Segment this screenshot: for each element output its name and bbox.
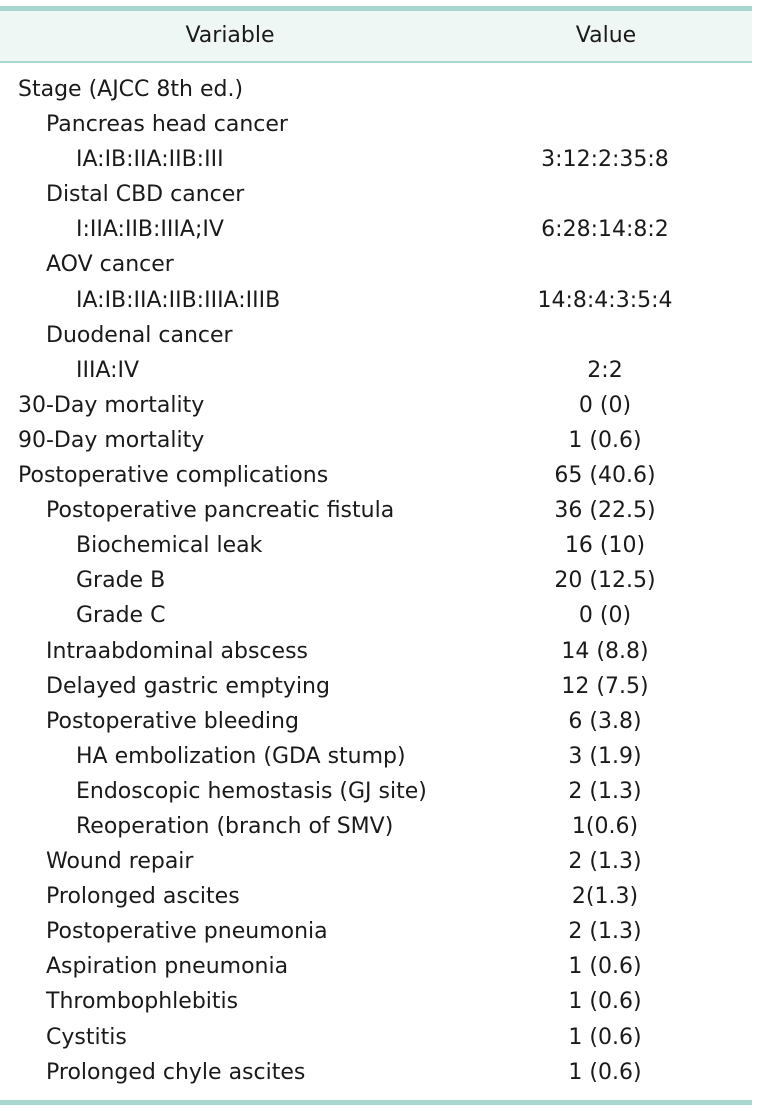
- table-bottom-rule: [0, 1100, 752, 1105]
- row-value: 14 (8.8): [561, 638, 649, 664]
- table-row: [0, 72, 752, 107]
- row-label: Postoperative pancreatic fistula: [46, 498, 395, 524]
- row-label: Delayed gastric emptying: [46, 673, 330, 699]
- table-row: [0, 212, 752, 247]
- row-label: IA:IB:IIA:IIB:III: [76, 147, 224, 173]
- row-value: 20 (12.5): [554, 568, 656, 594]
- table-row: [0, 1055, 752, 1090]
- row-label: HA embolization (GDA stump): [76, 743, 406, 769]
- row-value: 36 (22.5): [554, 498, 656, 524]
- table-row: [0, 283, 752, 318]
- row-label: Pancreas head cancer: [46, 112, 288, 138]
- row-label: Prolonged ascites: [46, 884, 240, 910]
- row-label: Postoperative complications: [18, 463, 329, 489]
- row-value: 1 (0.6): [568, 1059, 642, 1085]
- row-label: Postoperative pneumonia: [46, 919, 328, 945]
- table-row: [0, 353, 752, 388]
- row-label: Grade C: [76, 603, 166, 629]
- table-body: [0, 72, 752, 1090]
- row-label: 30-Day mortality: [18, 392, 205, 418]
- table-row: [0, 669, 752, 704]
- row-label: IA:IB:IIA:IIB:IIIA:IIIB: [76, 287, 281, 313]
- row-label: Postoperative bleeding: [46, 708, 299, 734]
- row-label: Intraabdominal abscess: [46, 638, 308, 664]
- row-label: Endoscopic hemostasis (GJ site): [76, 778, 427, 804]
- row-value: 1 (0.6): [568, 989, 642, 1015]
- row-value: 6 (3.8): [568, 708, 642, 734]
- row-value: 3 (1.9): [568, 743, 642, 769]
- table-row: [0, 458, 752, 493]
- row-label: 90-Day mortality: [18, 427, 205, 453]
- row-value: 12 (7.5): [561, 673, 649, 699]
- header-value: Value: [575, 23, 637, 48]
- row-value: 1 (0.6): [568, 427, 642, 453]
- row-label: Biochemical leak: [76, 533, 263, 559]
- row-value: 0 (0): [578, 603, 632, 629]
- row-label: IIIA:IV: [76, 357, 140, 383]
- table-row: [0, 107, 752, 142]
- row-label: Aspiration pneumonia: [46, 954, 289, 980]
- row-value: 14:8:4:3:5:4: [537, 287, 673, 313]
- row-label: Grade B: [76, 568, 166, 594]
- row-value: 2 (1.3): [568, 849, 642, 875]
- row-value: 2 (1.3): [568, 919, 642, 945]
- row-label: Thrombophlebitis: [46, 989, 239, 1015]
- row-value: 2 (1.3): [568, 778, 642, 804]
- header-rule: [0, 61, 752, 63]
- row-label: Stage (AJCC 8th ed.): [18, 77, 244, 102]
- table-row: [0, 1020, 752, 1055]
- row-value: 2:2: [587, 357, 623, 383]
- row-value: 2(1.3): [571, 884, 639, 910]
- row-label: Wound repair: [46, 849, 194, 875]
- row-label: I:IIA:IIB:IIIA;IV: [76, 217, 224, 243]
- row-value: 3:12:2:35:8: [541, 147, 669, 173]
- table-row: [0, 704, 752, 739]
- row-label: Distal CBD cancer: [46, 182, 245, 208]
- table-row: [0, 142, 752, 177]
- row-label: Duodenal cancer: [46, 322, 233, 348]
- table-row: [0, 528, 752, 563]
- row-value: 1 (0.6): [568, 954, 642, 980]
- table-row: [0, 493, 752, 528]
- row-value: 1 (0.6): [568, 1024, 642, 1050]
- row-label: Prolonged chyle ascites: [46, 1059, 306, 1085]
- table-row: [0, 914, 752, 949]
- row-value: 16 (10): [564, 533, 646, 559]
- row-value: 65 (40.6): [554, 463, 656, 489]
- table-row: [0, 949, 752, 984]
- table-row: [0, 423, 752, 458]
- row-value: 0 (0): [578, 392, 632, 418]
- table-row: [0, 177, 752, 212]
- row-value: 6:28:14:8:2: [541, 217, 669, 243]
- row-label: Reoperation (branch of SMV): [76, 813, 394, 839]
- table-row: [0, 634, 752, 669]
- table-row: [0, 739, 752, 774]
- row-label: Cystitis: [46, 1024, 127, 1050]
- row-value: 1(0.6): [571, 813, 639, 839]
- table-row: [0, 879, 752, 914]
- table-row: [0, 809, 752, 844]
- table-row: [0, 984, 752, 1019]
- table-row: [0, 774, 752, 809]
- table-row: [0, 388, 752, 423]
- table-row: [0, 844, 752, 879]
- header-variable: Variable: [185, 23, 275, 48]
- table-row: [0, 563, 752, 598]
- row-label: AOV cancer: [46, 252, 174, 278]
- table-row: [0, 247, 752, 282]
- table-row: [0, 318, 752, 353]
- table-row: [0, 598, 752, 633]
